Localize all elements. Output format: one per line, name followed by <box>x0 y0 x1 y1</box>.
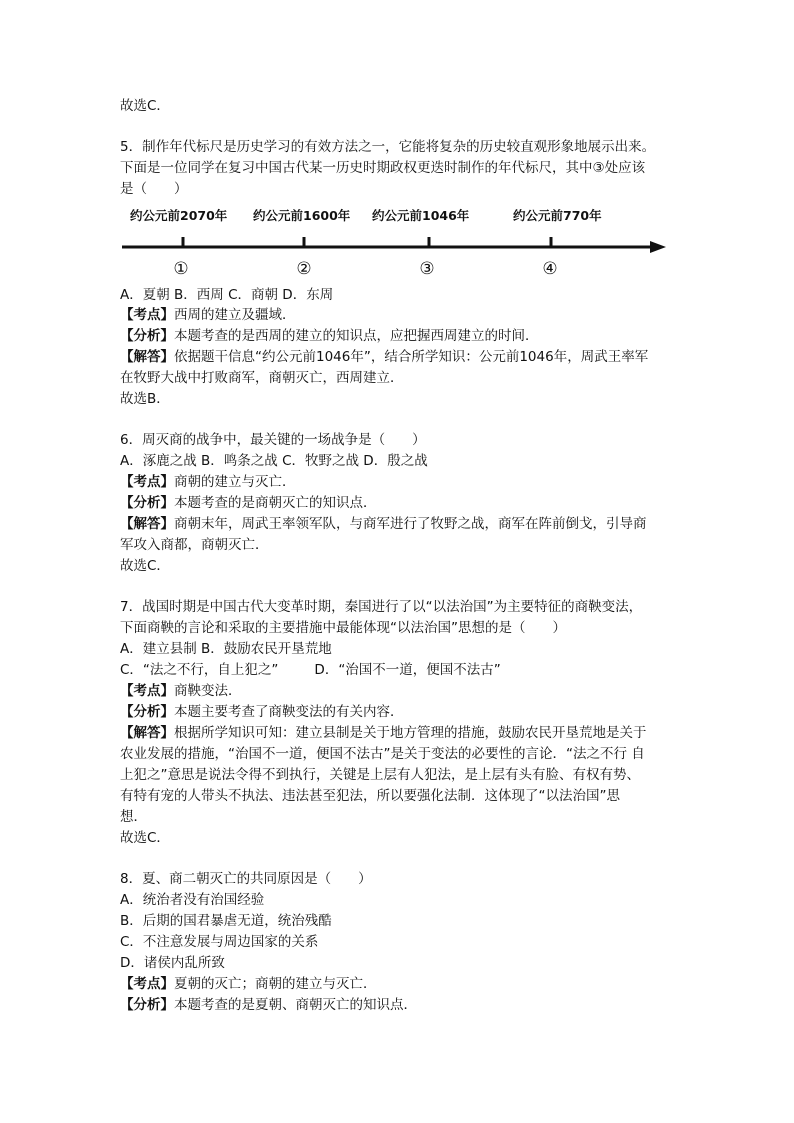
fenxi-tag: 【分析】 <box>120 997 174 1013</box>
timeline-marker-1: ① <box>173 259 189 279</box>
kaodian-tag: 【考点】 <box>120 307 174 323</box>
kaodian-text: 商朝的建立与灭亡． <box>174 474 296 490</box>
kaodian-tag: 【考点】 <box>120 474 174 490</box>
question-8-option-b: B．后期的国君暴虐无道，统治残酷 <box>120 913 332 929</box>
jieda-line <box>120 347 648 367</box>
jieda-text: 军攻入商都，商朝灭亡． <box>120 537 269 553</box>
question-8-option-d: D．诸侯内乱所致 <box>120 955 225 971</box>
answer-line: 故选B． <box>120 391 170 407</box>
question-7-text: 7．战国时期是中国古代大变革时期，秦国进行了以“以法治国”为主要特征的商鞅变法， <box>120 599 643 615</box>
kaodian-tag: 【考点】 <box>120 976 174 992</box>
answer-line: 故选C． <box>120 558 170 574</box>
fenxi-text: 本题考查的是商朝灭亡的知识点． <box>174 495 377 511</box>
question-6-text: 6．周灭商的战争中，最关键的一场战争是（ ） <box>120 432 426 448</box>
timeline-figure <box>120 200 670 280</box>
question-8-option-a: A．统治者没有治国经验 <box>120 892 265 908</box>
option-c: C．“法之不行，自上犯之” <box>120 662 279 678</box>
fenxi-line <box>120 995 417 1015</box>
fenxi-tag: 【分析】 <box>120 704 174 720</box>
kaodian-line <box>120 305 296 325</box>
answer-line: 故选C． <box>120 830 170 846</box>
timeline-arrow-icon <box>650 241 666 253</box>
question-5-text: 是（ ） <box>120 181 188 197</box>
timeline-date-1: 约公元前2070年 <box>130 208 228 223</box>
fenxi-tag: 【分析】 <box>120 495 174 511</box>
jieda-tag: 【解答】 <box>120 725 174 741</box>
kaodian-tag: 【考点】 <box>120 683 174 699</box>
question-5-text: 下面是一位同学在复习中国古代某一历史时期政权更迭时制作的年代标尺，其中③处应该 <box>120 160 646 176</box>
fenxi-tag: 【分析】 <box>120 328 174 344</box>
kaodian-line <box>120 472 296 492</box>
question-7-options <box>120 660 501 680</box>
fenxi-text: 本题考查的是西周的建立的知识点，应把握西周建立的时间． <box>174 328 539 344</box>
fenxi-line <box>120 326 539 346</box>
timeline-marker-2: ② <box>296 259 312 279</box>
jieda-tag: 【解答】 <box>120 349 174 365</box>
question-7-options: A．建立县制 B．鼓励农民开垦荒地 <box>120 641 332 657</box>
jieda-text: 农业发展的措施，“治国不一道，便国不法古”是关于变法的必要性的言论．“法之不行 自 <box>120 746 645 762</box>
timeline-marker-3: ③ <box>419 259 435 279</box>
fenxi-line <box>120 702 404 722</box>
kaodian-line <box>120 974 377 994</box>
kaodian-text: 商鞅变法． <box>174 683 242 699</box>
timeline-marker-4: ④ <box>542 259 558 279</box>
jieda-text: 依据题干信息“约公元前1046年”，结合所学知识：公元前1046年，周武王率军 <box>174 349 649 365</box>
jieda-text: 想． <box>120 809 147 825</box>
option-d: D．“治国不一道，便国不法古” <box>314 662 501 678</box>
fenxi-text: 本题考查的是夏朝、商朝灭亡的知识点． <box>174 997 417 1013</box>
answer-line: 故选C． <box>120 98 170 114</box>
question-5-options: A．夏朝 B．西周 C．商朝 D．东周 <box>120 287 334 303</box>
question-7-text: 下面商鞅的言论和采取的主要措施中最能体现“以法治国”思想的是（ ） <box>120 620 566 636</box>
kaodian-text: 西周的建立及疆域． <box>174 307 296 323</box>
fenxi-line <box>120 493 377 513</box>
question-5-text: 5．制作年代标尺是历史学习的有效方法之一，它能将复杂的历史较直观形象地展示出来。 <box>120 139 656 155</box>
timeline-date-4: 约公元前770年 <box>513 208 602 223</box>
kaodian-line <box>120 681 242 701</box>
jieda-text: 在牧野大战中打败商军，商朝灭亡，西周建立． <box>120 370 404 386</box>
question-6-options: A．涿鹿之战 B．鸣条之战 C．牧野之战 D．殷之战 <box>120 453 428 469</box>
jieda-text: 上犯之”意思是说法令得不到执行，关键是上层有人犯法，是上层有头有脸、有权有势、 <box>120 767 640 783</box>
jieda-text: 有特有宠的人带头不执法、违法甚至犯法，所以要强化法制．这体现了“以法治国”思 <box>120 788 620 804</box>
jieda-line <box>120 723 647 743</box>
question-8-text: 8．夏、商二朝灭亡的共同原因是（ ） <box>120 871 372 887</box>
jieda-tag: 【解答】 <box>120 516 174 532</box>
timeline-date-2: 约公元前1600年 <box>253 208 351 223</box>
jieda-text: 商朝末年，周武王率领军队，与商军进行了牧野之战，商军在阵前倒戈，引导商 <box>174 516 647 532</box>
question-8-option-c: C．不注意发展与周边国家的关系 <box>120 934 319 950</box>
jieda-text: 根据所学知识可知：建立县制是关于地方管理的措施，鼓励农民开垦荒地是关于 <box>174 725 647 741</box>
kaodian-text: 夏朝的灭亡；商朝的建立与灭亡． <box>174 976 377 992</box>
fenxi-text: 本题主要考查了商鞅变法的有关内容． <box>174 704 404 720</box>
timeline-date-3: 约公元前1046年 <box>372 208 470 223</box>
jieda-line <box>120 514 647 534</box>
